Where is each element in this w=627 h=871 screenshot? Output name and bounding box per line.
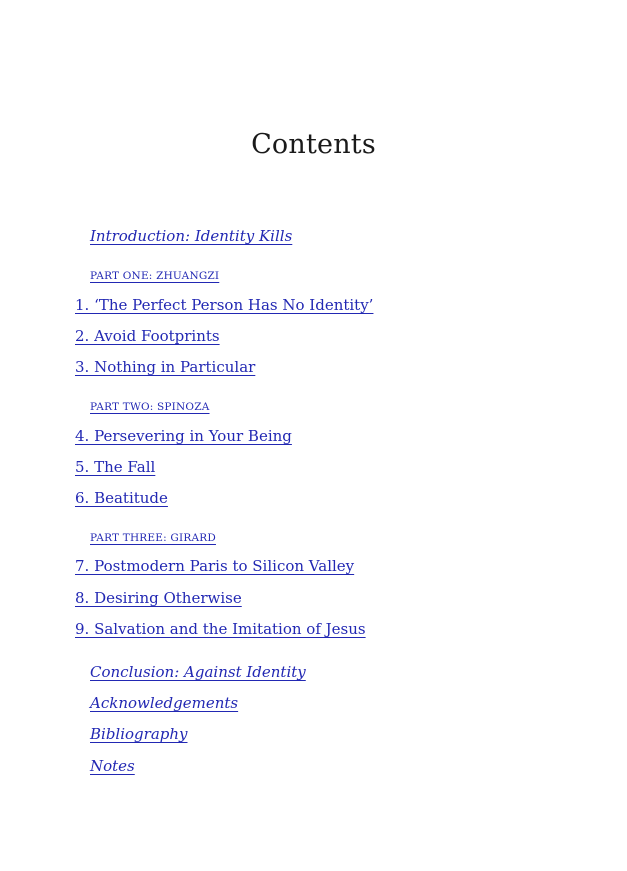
toc-link-introduction[interactable]: Introduction: Identity Kills [90, 227, 293, 245]
toc-link-chapter-3[interactable]: 3. Nothing in Particular [75, 358, 256, 376]
toc-link-chapter-7[interactable]: 7. Postmodern Paris to Silicon Valley [75, 557, 355, 575]
toc-link-part-three[interactable]: PART THREE: GIRARD [90, 532, 216, 544]
toc-link-chapter-5[interactable]: 5. The Fall [75, 458, 156, 476]
toc-link-chapter-6[interactable]: 6. Beatitude [75, 489, 168, 507]
toc-link-chapter-2[interactable]: 2. Avoid Footprints [75, 327, 220, 345]
toc-link-chapter-9[interactable]: 9. Salvation and the Imitation of Jesus [75, 620, 366, 638]
toc-link-conclusion[interactable]: Conclusion: Against Identity [90, 663, 306, 681]
toc-link-notes[interactable]: Notes [90, 757, 135, 775]
toc-link-chapter-4[interactable]: 4. Persevering in Your Being [75, 427, 292, 445]
toc-link-part-two[interactable]: PART TWO: SPINOZA [90, 401, 210, 413]
toc-link-acknowledgements[interactable]: Acknowledgements [90, 694, 239, 712]
toc-link-chapter-8[interactable]: 8. Desiring Otherwise [75, 589, 242, 607]
toc-link-bibliography[interactable]: Bibliography [90, 725, 188, 743]
toc-link-part-one[interactable]: PART ONE: ZHUANGZI [90, 270, 220, 282]
page-title: Contents [251, 129, 376, 160]
toc-link-chapter-1[interactable]: 1. ‘The Perfect Person Has No Identity’ [75, 296, 374, 314]
